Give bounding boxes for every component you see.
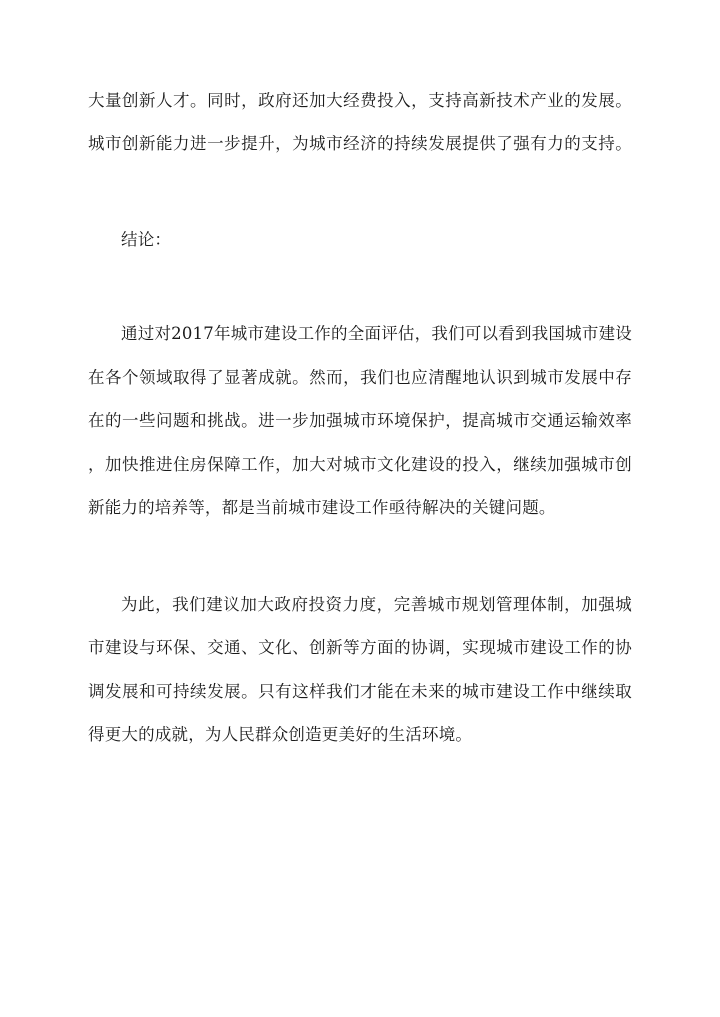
paragraph-line: 为此，我们建议加大政府投资力度，完善城市规划管理体制，加强城 [121, 595, 632, 614]
paragraph-line: 得更大的成就，为人民群众创造更美好的生活环境。 [88, 725, 473, 744]
paragraph-line: ，加快推进住房保障工作，加大对城市文化建设的投入，继续加强城市创 [88, 455, 632, 474]
paragraph-line: 通过对2017年城市建设工作的全面评估，我们可以看到我国城市建设 [121, 324, 632, 343]
paragraph-line: 在的一些问题和挑战。进一步加强城市环境保护，提高城市交通运输效率 [88, 411, 632, 430]
paragraph-line: 调发展和可持续发展。只有这样我们才能在未来的城市建设工作中继续取 [88, 682, 632, 701]
paragraph-line: 市建设与环保、交通、文化、创新等方面的协调，实现城市建设工作的协 [88, 638, 632, 657]
paragraph-line: 城市创新能力进一步提升，为城市经济的持续发展提供了强有力的支持。 [88, 134, 632, 153]
conclusion-heading: 结论： [121, 230, 172, 249]
paragraph-line: 在各个领域取得了显著成就。然而，我们也应清醒地认识到城市发展中存 [88, 368, 632, 387]
paragraph-line: 新能力的培养等，都是当前城市建设工作亟待解决的关键问题。 [88, 498, 556, 517]
paragraph-line: 大量创新人才。同时，政府还加大经费投入，支持高新技术产业的发展。 [88, 91, 632, 110]
